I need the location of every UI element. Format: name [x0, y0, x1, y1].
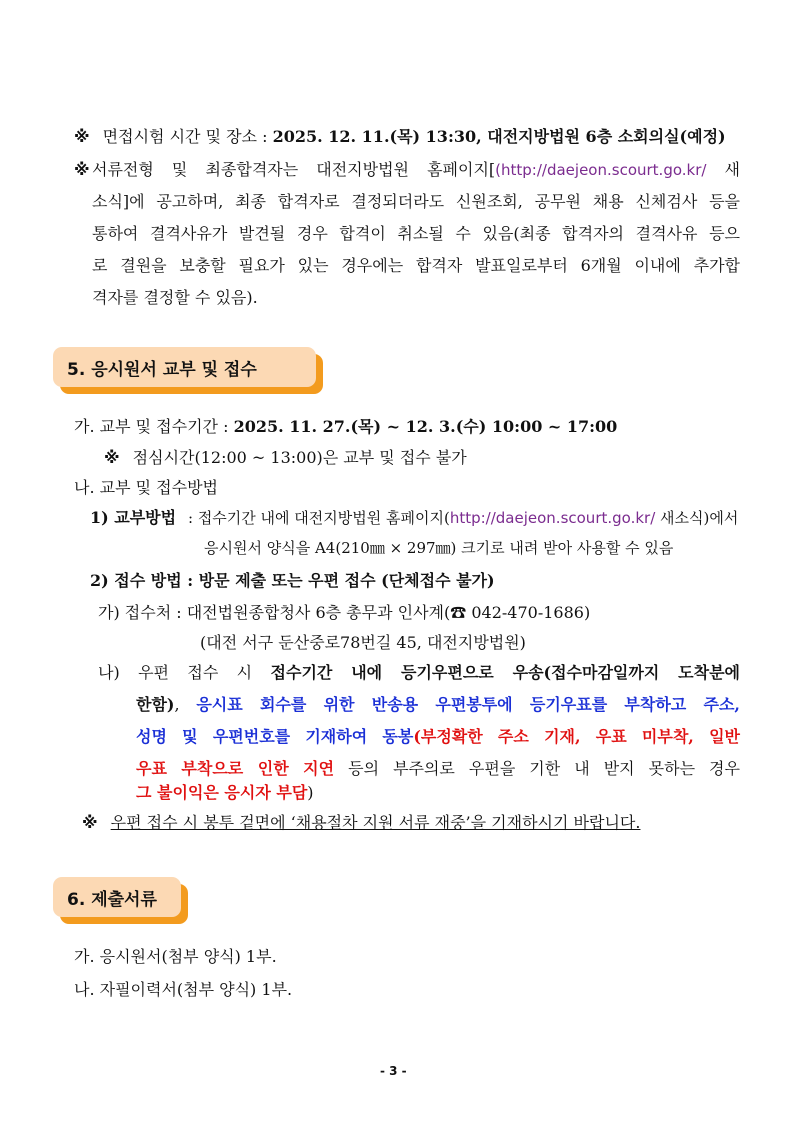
notice-mark-wrap — [74, 160, 90, 180]
applicant-responsibility: 그 불이익은 응시자 부담 — [136, 783, 308, 802]
submission-method: 2) 접수 방법 : 방문 제출 또는 우편 접수 (단체접수 불가) — [90, 571, 495, 590]
reference-mark: ※ — [82, 813, 98, 832]
mail-close-paren: ) — [307, 783, 314, 802]
period-row — [74, 417, 617, 437]
distribution-method-title: 1) 교부방법 — [90, 508, 177, 527]
notice-line-2: 소식]에 공고하며, 최종 합격자로 결정되더라도 신원조회, 공무원 채용 신체검사 등을 — [92, 192, 740, 211]
section-6-heading — [53, 877, 181, 917]
distribution-method-line-1 — [188, 508, 738, 528]
period-label: 가. 교부 및 접수기간 : — [74, 417, 229, 436]
mail-rest-text: 등의 부주의로 우편을 기한 내 받지 못하는 경우 — [348, 759, 740, 778]
reference-mark: ※ — [74, 127, 90, 146]
lunch-note-text: 점심시간(12:00 ~ 13:00)은 교부 및 접수 불가 — [132, 448, 467, 467]
distribution-method-line-2: 응시원서 양식을 A4(210㎜ × 297㎜) 크기로 내려 받아 사용할 수 있음 — [204, 539, 674, 557]
return-envelope-end: 성명 및 우편번호를 기재하여 동봉 — [136, 727, 414, 746]
mail-line-2 — [136, 695, 740, 715]
document-item-1: 가. 응시원서(첨부 양식) 1부. — [74, 947, 277, 966]
distribution-homepage-link[interactable]: http://daejeon.scourt.go.kr/ — [449, 509, 656, 527]
notice-line-5: 격자를 결정할 수 있음). — [92, 288, 258, 307]
mail-prefix: 나) 우편 접수 시 — [98, 663, 253, 682]
return-envelope-text: 응시표 회수를 위한 반송용 우편봉투에 등기우표를 부착하고 주소, — [196, 695, 740, 714]
lunch-note — [104, 448, 467, 468]
interview-note — [74, 127, 726, 147]
reception-address: (대전 서구 둔산중로78번길 45, 대전지방법원) — [200, 633, 526, 652]
mail-line-3 — [136, 727, 740, 747]
reception-phone: 042-470-1686) — [466, 603, 591, 622]
envelope-note-text: 우편 접수 시 봉투 겉면에 ‘채용절차 지원 서류 재중’을 기재하시기 바랍니다. — [110, 813, 641, 832]
reception-office-text: 가) 접수처 : 대전법원종합청사 6층 총무과 인사계( — [98, 603, 451, 622]
phone-icon: ☎ — [450, 603, 467, 622]
notice-line-4: 로 결원을 보충할 필요가 있는 경우에는 합격자 발표일로부터 6개월 이내에 추가합 — [92, 256, 740, 275]
mail-deadline-end: 한함) — [136, 695, 175, 714]
mail-line-4 — [136, 759, 740, 779]
document-item-2: 나. 자필이력서(첨부 양식) 1부. — [74, 980, 293, 999]
mail-line-5 — [136, 783, 740, 803]
reception-office — [98, 603, 590, 623]
warning-delay: 우표 부착으로 인한 지연 — [136, 759, 335, 778]
mail-deadline-text: 접수기간 내에 등기우편으로 우송(접수마감일까지 도착분에 — [270, 663, 740, 682]
distribution-text-b: 새소식)에서 — [660, 509, 739, 527]
section-5-title: 5. 응시원서 교부 및 접수 — [67, 359, 257, 380]
distribution-method-label — [90, 508, 176, 528]
envelope-note — [82, 813, 640, 833]
period-value: 2025. 11. 27.(목) ~ 12. 3.(수) 10:00 ~ 17:00 — [233, 417, 618, 436]
interview-label: 면접시험 시간 및 장소 : — [102, 127, 268, 146]
interview-value: 2025. 12. 11.(목) 13:30, 대전지방법원 6층 소회의실(예정) — [272, 127, 726, 146]
reference-mark: ※ — [104, 448, 120, 467]
notice-text-1a: 서류전형 및 최종합격자는 대전지방법원 홈페이지[ — [92, 160, 496, 179]
notice-text-1b: 새 — [724, 160, 740, 179]
warning-open: (부정확한 주소 기재, 우표 미부착, 일반 — [413, 727, 741, 746]
notice-homepage-link[interactable]: (http://daejeon.scourt.go.kr/ — [495, 161, 707, 179]
section-6-title: 6. 제출서류 — [67, 889, 157, 910]
notice-line-3: 통하여 결격사유가 발견될 경우 합격이 취소될 수 있음(최종 합격자의 결격사유 등으 — [92, 224, 740, 243]
mail-line-1 — [98, 663, 740, 683]
method-heading: 나. 교부 및 접수방법 — [74, 478, 218, 497]
section-5-heading — [53, 347, 316, 387]
distribution-text-a: : 접수기간 내에 대전지방법원 홈페이지( — [188, 509, 450, 527]
page-number: - 3 - — [380, 1064, 407, 1078]
notice-line-1 — [92, 160, 740, 180]
reference-mark: ※ — [74, 160, 90, 179]
mail-comma: , — [174, 695, 180, 714]
